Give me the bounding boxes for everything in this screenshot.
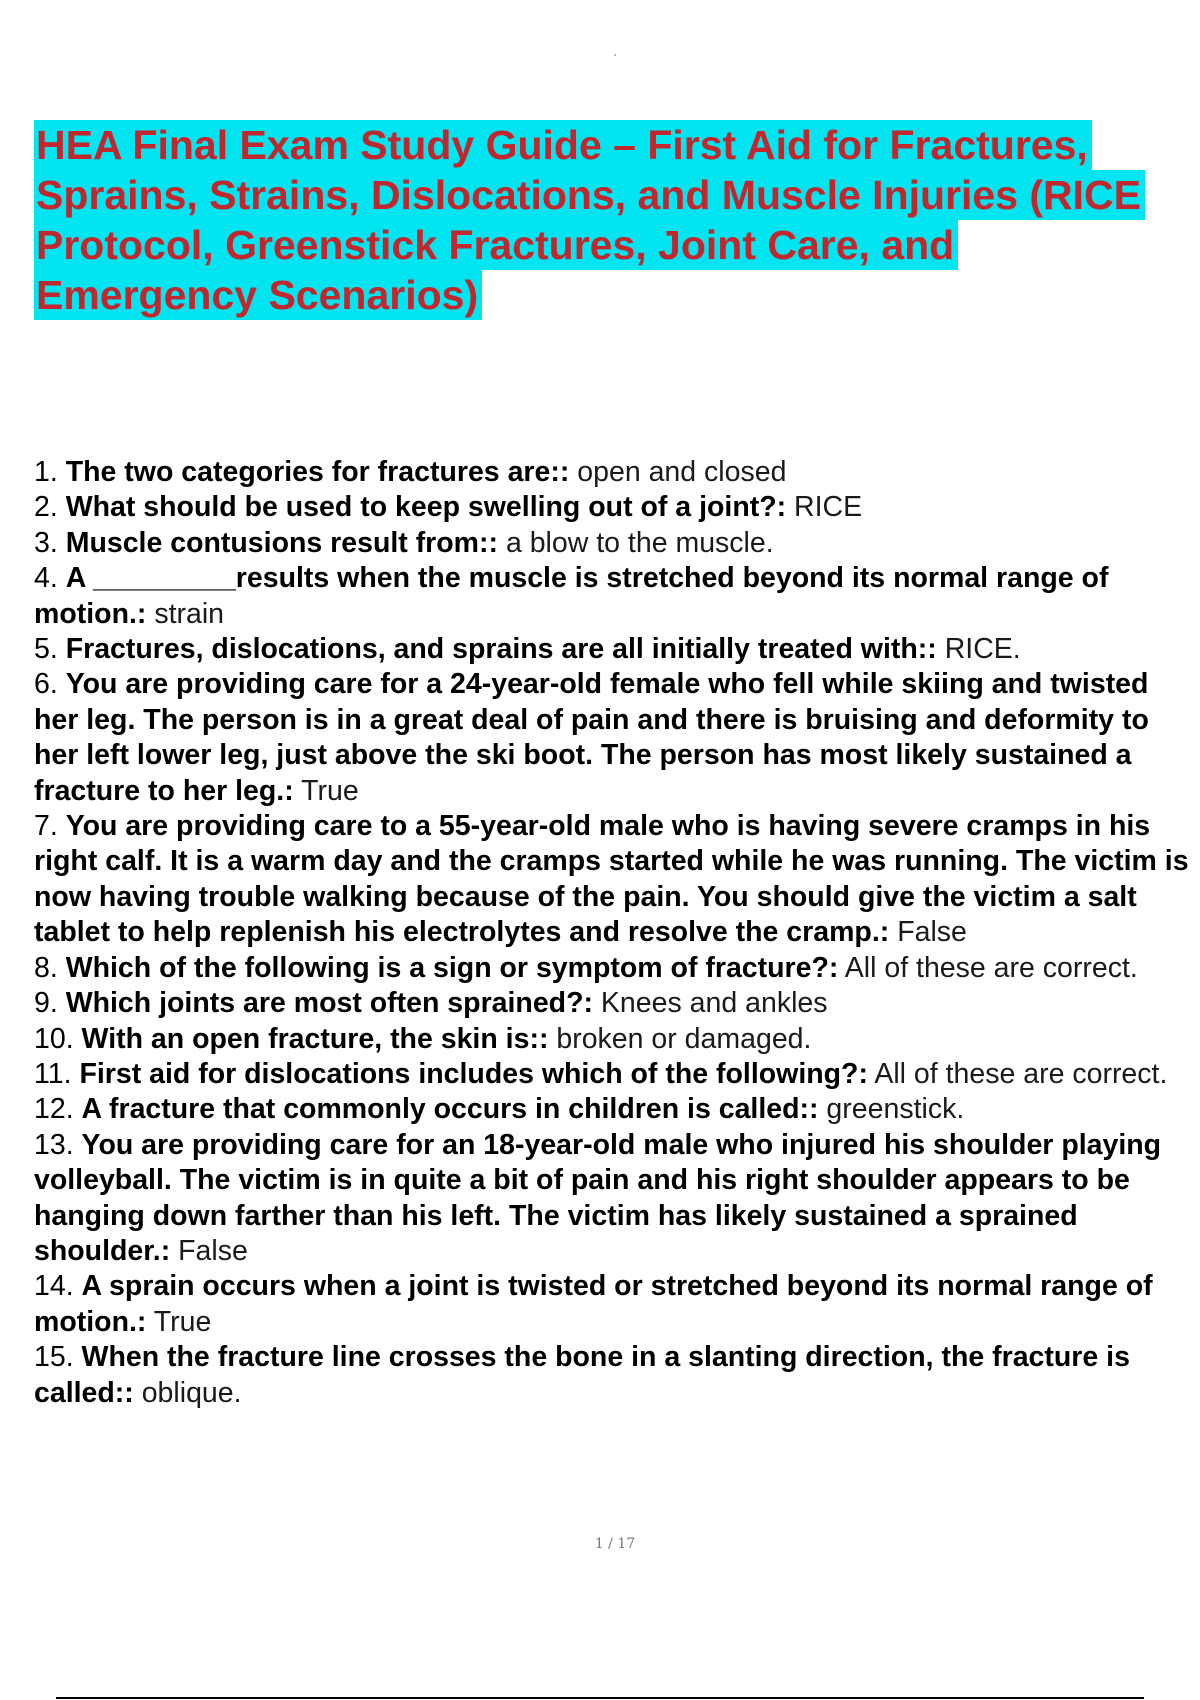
title-line — [34, 120, 1200, 170]
question-text: Which joints are most often sprained?: — [65, 987, 593, 1020]
item-number: 13. — [34, 1128, 74, 1161]
answer-text: All of these are correct. — [874, 1057, 1168, 1090]
item-number: 6. — [34, 668, 58, 701]
item-number: 3. — [34, 526, 58, 559]
question-text: Which of the following is a sign or symptom of fracture?: — [65, 951, 839, 984]
item-number: 9. — [34, 987, 58, 1020]
item-number: 10. — [34, 1022, 74, 1055]
title-text: Emergency Scenarios) — [34, 270, 482, 320]
answer-text: greenstick. — [826, 1093, 965, 1126]
item-number: 11. — [34, 1057, 72, 1090]
page-number: 1 / 17 — [594, 1536, 636, 1552]
title-text: HEA Final Exam Study Guide – First Aid for Fractures, — [34, 120, 1092, 170]
list-item — [34, 632, 1200, 667]
footer-divider — [56, 1697, 1144, 1699]
list-item — [34, 561, 1200, 632]
answer-text: True — [153, 1305, 212, 1338]
answer-text: All of these are correct. — [844, 951, 1138, 984]
list-item — [34, 667, 1200, 809]
item-number: 5. — [34, 633, 58, 666]
list-item — [34, 951, 1200, 986]
question-text: You are providing care for a 24-year-old female who fell while skiing and twisted her leg. The person is in a great deal of pain and there is bruising and deformity to her left lower leg, just above the ski boot. The person has most likely sustained a fracture to her leg.: — [34, 668, 1149, 807]
question-text: Fractures, dislocations, and sprains are all initially treated with:: — [65, 633, 937, 666]
answer-text: Knees and ankles — [600, 987, 828, 1020]
item-number: 12. — [34, 1093, 74, 1126]
question-answer-list — [34, 455, 1200, 1411]
item-number: 2. — [34, 491, 58, 524]
title-line — [34, 170, 1200, 220]
question-text: What should be used to keep swelling out of a joint?: — [65, 491, 787, 524]
list-item — [34, 1128, 1200, 1270]
question-text: First aid for dislocations includes which of the following?: — [79, 1057, 868, 1090]
answer-text: oblique. — [141, 1376, 242, 1409]
answer-text: a blow to the muscle. — [505, 526, 774, 559]
list-item — [34, 1057, 1200, 1092]
question-text: Muscle contusions result from:: — [65, 526, 499, 559]
list-item — [34, 1269, 1200, 1340]
item-number: 8. — [34, 951, 58, 984]
list-item — [34, 986, 1200, 1021]
list-item — [34, 809, 1200, 951]
answer-text: strain — [154, 597, 225, 630]
list-item — [34, 455, 1200, 490]
answer-text: False — [897, 916, 967, 949]
list-item — [34, 526, 1200, 561]
item-number: 15. — [34, 1341, 74, 1374]
list-item — [34, 1022, 1200, 1057]
list-item — [34, 1340, 1200, 1411]
answer-text: RICE — [794, 491, 863, 524]
question-text: When the fracture line crosses the bone in a slanting direction, the fracture is called:: — [34, 1341, 1130, 1409]
question-text: You are providing care to a 55-year-old male who is having severe cramps in his right calf. It is a warm day and the cramps started while he was running. The victim is now having trouble walking because of the pain. You should give the victim a salt tablet to help replenish his electrolytes and resolve the cramp.: — [34, 810, 1189, 949]
answer-text: open and closed — [577, 456, 787, 488]
question-text: With an open fracture, the skin is:: — [81, 1022, 549, 1055]
title-text: Sprains, Strains, Dislocations, and Muscle Injuries (RICE — [34, 170, 1145, 220]
item-number: 4. — [34, 562, 58, 595]
answer-text: RICE. — [944, 633, 1021, 666]
title-line — [34, 220, 1200, 270]
list-item — [34, 1092, 1200, 1127]
question-text: The two categories for fractures are:: — [65, 456, 570, 488]
title-line — [34, 270, 1200, 320]
answer-text: False — [178, 1234, 248, 1267]
question-text: A sprain occurs when a joint is twisted or stretched beyond its normal range of motion.: — [34, 1270, 1153, 1338]
top-speck — [614, 54, 616, 56]
answer-text: broken or damaged. — [556, 1022, 812, 1055]
question-text: A _________results when the muscle is stretched beyond its normal range of motion.: — [34, 562, 1109, 630]
item-number: 14. — [34, 1270, 74, 1303]
list-item — [34, 490, 1200, 525]
title-text: Protocol, Greenstick Fractures, Joint Care, and — [34, 220, 958, 270]
question-text: A fracture that commonly occurs in children is called:: — [81, 1093, 819, 1126]
item-number: 7. — [34, 810, 58, 843]
question-text: You are providing care for an 18-year-old male who injured his shoulder playing volleyball. The victim is in quite a bit of pain and his right shoulder appears to be hanging down farther than his left. The victim has likely sustained a sprained shoulder.: — [34, 1128, 1162, 1267]
document-title — [34, 120, 1200, 320]
answer-text: True — [301, 774, 359, 807]
item-number: 1. — [34, 456, 58, 488]
